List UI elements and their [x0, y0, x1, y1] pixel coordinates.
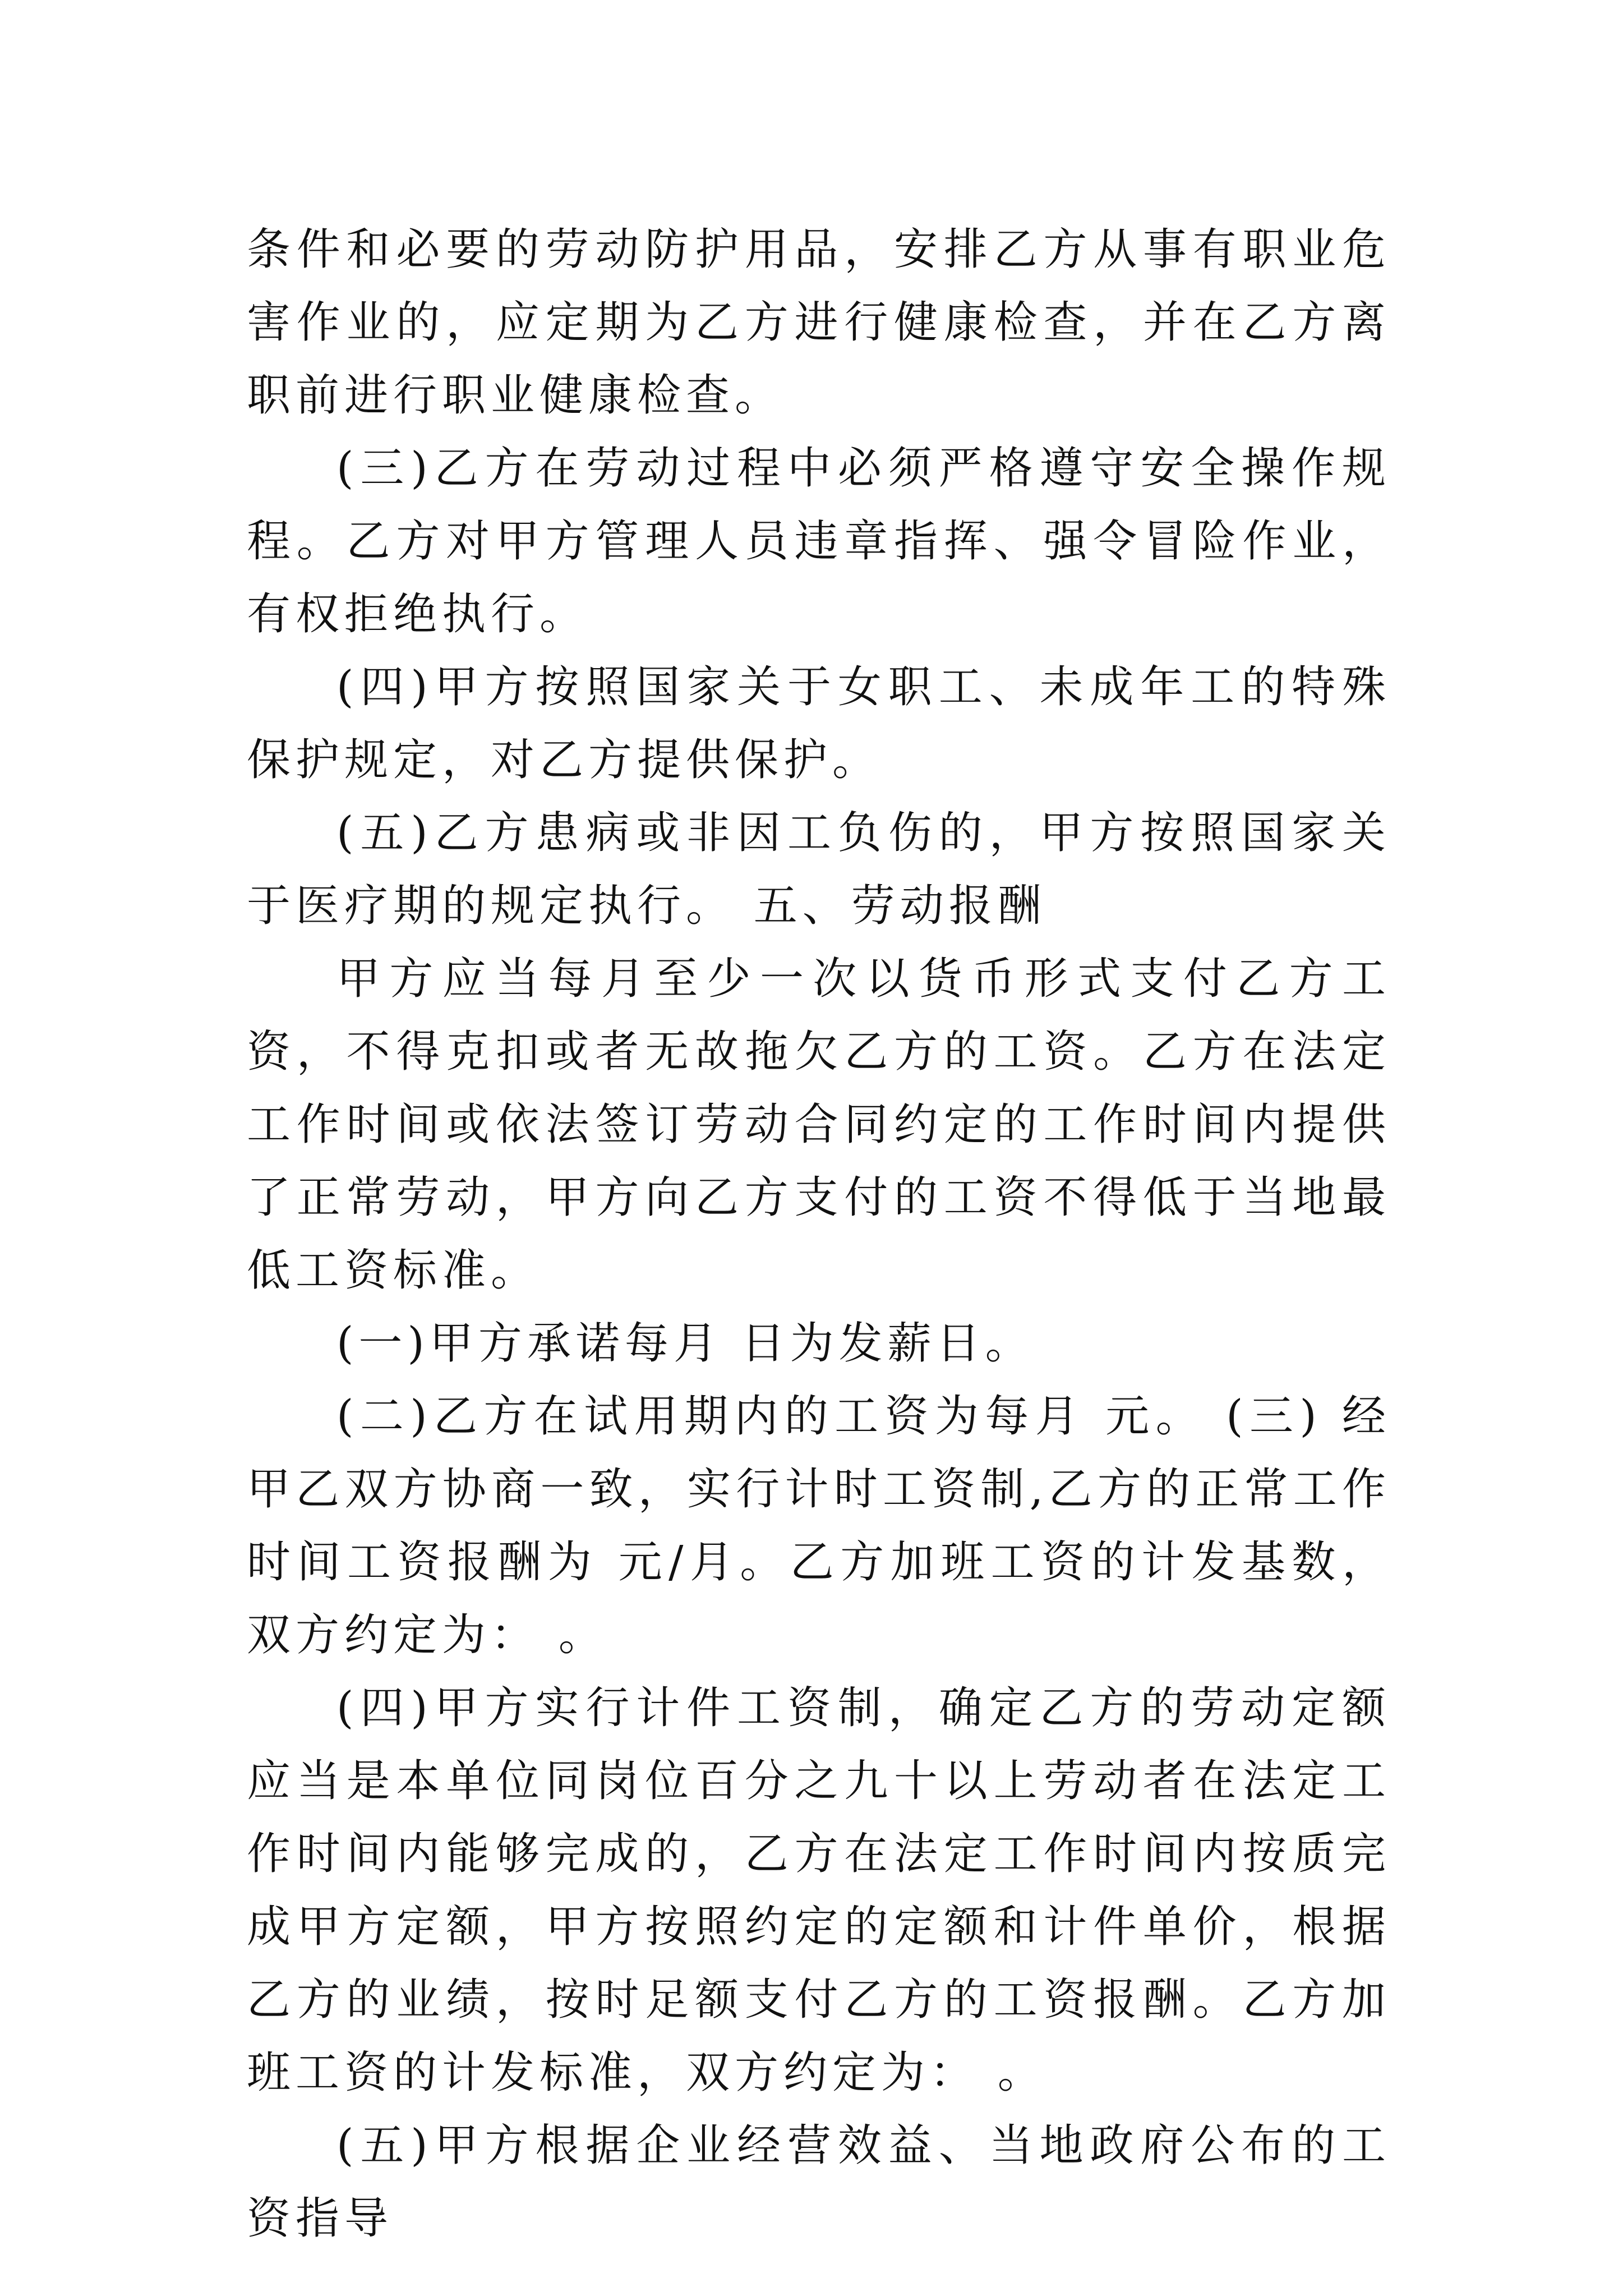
paragraph-1: 条件和必要的劳动防护用品，安排乙方从事有职业危害作业的，应定期为乙方进行健康检查，并在乙方离职前进行职业健康检查。	[247, 224, 1391, 421]
paragraph-4: (五)乙方患病或非因工负伤的，甲方按照国家关于医疗期的规定执行。 五、劳动报酬	[247, 808, 1391, 931]
document-body	[247, 213, 1391, 2255]
paragraph-5: 甲方应当每月至少一次以货币形式支付乙方工资，不得克扣或者无故拖欠乙方的工资。乙方在法定工作时间或依法签订劳动合同约定的工作时间内提供了正常劳动，甲方向乙方支付的工资不得低于当地最低工资标准。	[247, 954, 1391, 1296]
paragraph-6: (一)甲方承诺每月 日为发薪日。	[336, 1318, 1034, 1369]
paragraph-9: (五)甲方根据企业经营效益、当地政府公布的工资指导	[247, 2120, 1391, 2244]
paragraph-8: (四)甲方实行计件工资制，确定乙方的劳动定额应当是本单位同岗位百分之九十以上劳动者在法定工作时间内能够完成的，乙方在法定工作时间内按质完成甲方定额，甲方按照约定的定额和计件单价，根据乙方的业绩，按时足额支付乙方的工资报酬。乙方加班工资的计发标准，双方约定为： 。	[247, 1683, 1391, 2098]
paragraph-2: (三)乙方在劳动过程中必须严格遵守安全操作规程。乙方对甲方管理人员违章指挥、强令冒险作业，有权拒绝执行。	[247, 443, 1391, 639]
paragraph-3: (四)甲方按照国家关于女职工、未成年工的特殊保护规定，对乙方提供保护。	[247, 662, 1391, 785]
paragraph-7: (二)乙方在试用期内的工资为每月 元。 (三) 经甲乙双方协商一致，实行计时工资制,乙方的正常工作时间工资报酬为 元/月。乙方加班工资的计发基数，双方约定为： 。	[247, 1391, 1391, 1660]
